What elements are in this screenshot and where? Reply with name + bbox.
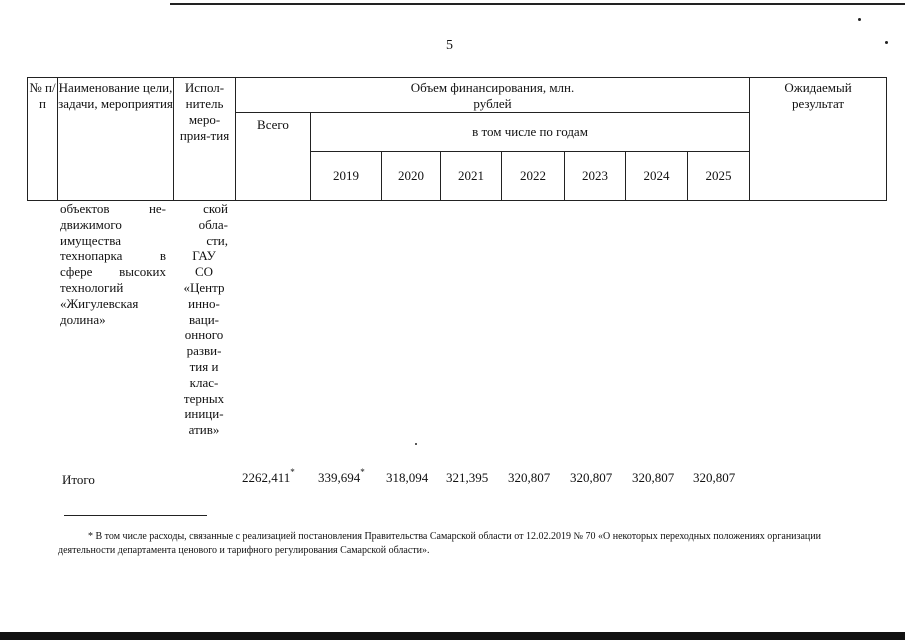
totals-2021: 321,395 — [446, 470, 489, 485]
header-name: Наименование цели, задачи, мероприятия — [58, 78, 174, 201]
header-year-2025: 2025 — [688, 152, 750, 201]
scan-speck — [858, 18, 861, 21]
executor-line: ской — [203, 201, 228, 216]
executor-line: сти, — [206, 232, 228, 248]
page-number: 5 — [446, 38, 453, 53]
row-executor-cell — [180, 201, 228, 438]
totals-2024: 320,807 — [632, 470, 675, 485]
totals-label: Итого — [62, 472, 95, 487]
name-line: технологий — [60, 279, 124, 295]
header-year-2021: 2021 — [441, 152, 502, 201]
name-line: объектов не- — [60, 201, 166, 216]
executor-line: тия и — [189, 358, 219, 374]
scan-top-edge — [170, 3, 905, 5]
row-name-cell — [60, 201, 166, 327]
executor-line: СО — [194, 264, 214, 280]
header-year-2024: 2024 — [626, 152, 688, 201]
totals-2025: 320,807 — [693, 470, 736, 485]
footnote-mark: * — [360, 467, 365, 477]
header-expected: Ожидаемый результат — [750, 78, 887, 201]
name-line: долина» — [60, 311, 106, 327]
executor-line: обла- — [198, 216, 228, 232]
table-header — [27, 77, 887, 201]
executor-line: «Центр — [183, 279, 225, 295]
executor-line: онного — [184, 327, 224, 343]
footnote-separator — [64, 515, 207, 516]
footnote: * В том числе расходы, связанные с реализацией постановления Правительства Самарской области от 12.02.2019 № 70 «О некоторых переходных положениях организации деятельности департамента ценового и тарифного регулирования Самарской области». — [58, 531, 821, 556]
totals-total: 2262,411* — [242, 467, 295, 485]
header-year-2023: 2023 — [565, 152, 626, 201]
header-num: № п/п — [28, 78, 58, 201]
scan-speck — [415, 443, 417, 445]
header-year-2019: 2019 — [311, 152, 382, 201]
totals-2023: 320,807 — [570, 470, 613, 485]
header-funding: Объем финансирования, млн. рублей — [236, 78, 750, 113]
name-line: «Жигулевская — [60, 295, 139, 311]
executor-line: ваци- — [189, 311, 219, 327]
scan-speck — [885, 41, 888, 44]
executor-line: атив» — [188, 422, 220, 438]
totals-2020: 318,094 — [386, 470, 429, 485]
header-year-2020: 2020 — [382, 152, 441, 201]
totals-2022: 320,807 — [508, 470, 551, 485]
totals-2019: 339,694* — [318, 467, 365, 485]
header-total: Всего — [236, 113, 311, 201]
executor-line: терных — [183, 390, 225, 406]
header-year-2022: 2022 — [502, 152, 565, 201]
executor-line: клас- — [189, 374, 219, 390]
name-line: технопарка в — [60, 248, 166, 264]
header-by-years: в том числе по годам — [311, 113, 750, 152]
executor-line: иници- — [184, 406, 224, 422]
name-line: сфере высоких — [60, 264, 166, 280]
name-line: движимого — [60, 216, 122, 232]
header-executor: Испол-нитель меро-прия-тия — [174, 78, 236, 201]
footnote-mark: * — [290, 467, 295, 477]
executor-line: ГАУ — [192, 248, 216, 264]
name-line: имущества — [60, 232, 121, 248]
executor-line: разви- — [186, 343, 222, 359]
scan-bottom-edge — [0, 632, 905, 640]
executor-line: инно- — [188, 295, 220, 311]
